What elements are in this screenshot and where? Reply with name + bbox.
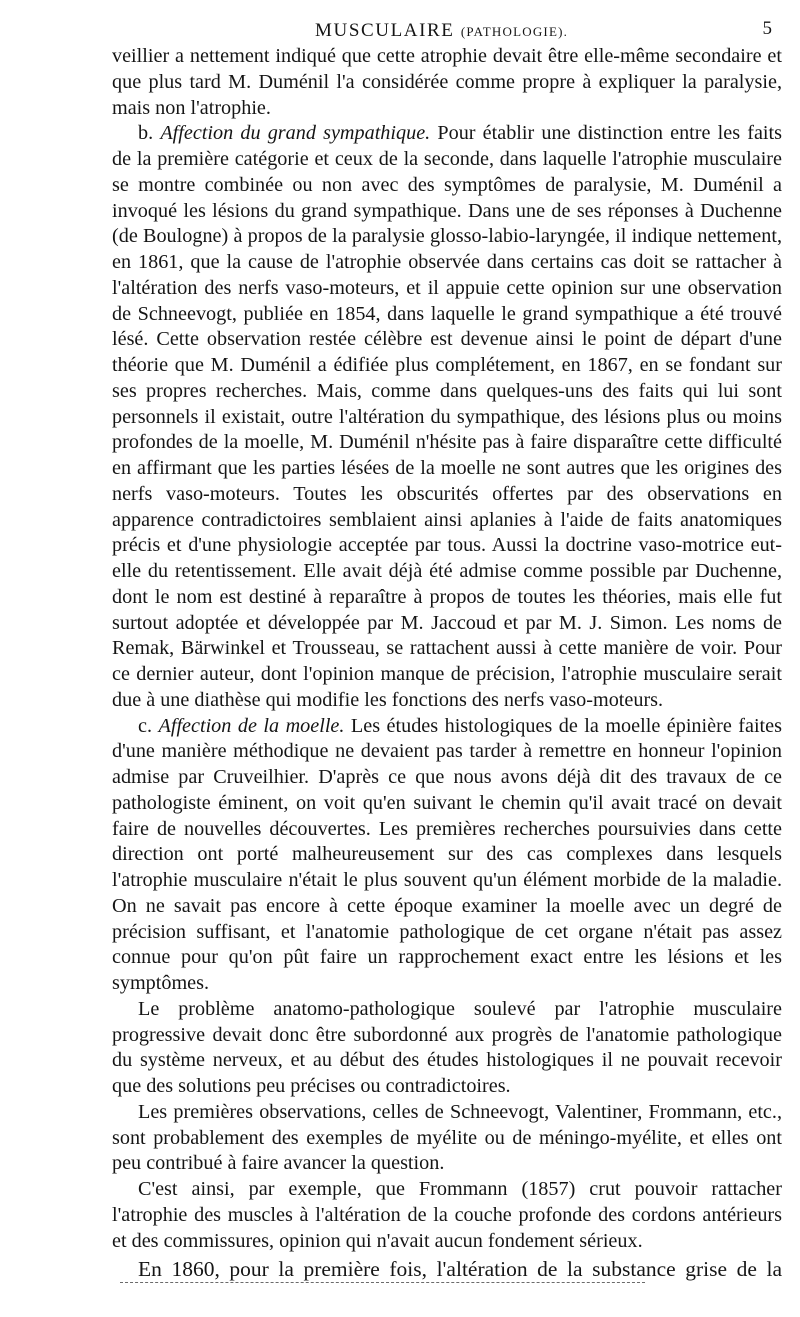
paragraph-text: Pour établir une distinction entre les faits de la première catégorie et ceux de la seconde, dans laquelle l'atrophie musculaire se montre combinée ou non avec des symptômes de paralysie, M. Duménil a invoqué les lésions du grand sympathique. Dans une de ses réponses à Duchenne (de Boulogne) à propos de la paralysie glosso-labio-laryngée, il indique nettement, en 1861, que la cause de l'atrophie observée dans certains cas doit se rattacher à l'altération des nerfs vaso-moteurs, et il appuie cette opinion sur une observation de Schneevogt, publiée en 1854, dans laquelle le grand sympathique a été trouvé lésé. Cette observation restée célèbre est devenue ainsi le point de départ d'une théorie que M. Duménil a édifiée plus complétement, en 1867, en se fondant sur ses propres recherches. Mais, comme dans quelques-uns des faits qui lui sont personnels il existait, outre l'altération du sympathique, des lésions plus ou moins profondes de la moelle, M. Duménil n'hésite pas à faire disparaître cette difficulté en affirmant que les parties lésées de la moelle ne sont autres que les origines des nerfs vaso-moteurs. Toutes les obscurités offertes par des observations en apparence contradictoires semblaient ainsi aplanies à l'aide de faits anatomiques précis et d'une physiologie acceptée par tous. Aussi la doctrine vaso-motrice eut-elle du retentissement. Elle avait déjà été admise comme possible par Duchenne, dont le nom est destiné à reparaître à propos de toutes les théories, mais elle fut surtout adoptée et développée par M. Jaccoud et par M. J. Simon. Les noms de Remak, Bärwinkel et Trousseau, se rattachent aussi à cette manière de voir. Pour ce dernier auteur, dont l'opinion manque de précision, l'atrophie musculaire serait due à une diathèse qui modifie les fonctions des nerfs vaso-moteurs. <box>112 122 782 711</box>
paragraph <box>112 1257 782 1283</box>
paragraph-text: Les études histologiques de la moelle épinière faites d'une manière méthodique ne devaient pas tarder à remettre en honneur l'opinion admise par Cruveilhier. D'après ce que nous avons déjà dit des travaux de ce pathologiste éminent, on voit qu'en suivant le chemin qu'il avait tracé on devait faire de nouvelles découvertes. Les premières recherches poursuivies dans cette direction ont porté malheureusement sur des cas complexes dans lesquels l'atrophie musculaire n'était le plus souvent qu'un élément morbide de la maladie. On ne savait pas encore à cette époque examiner la moelle avec un degré de précision suffisant, et l'anatomie pathologique de cet organe n'était pas assez connue pour qu'on pût faire un rapprochement exact entre les lésions et les symptômes. <box>112 714 782 994</box>
section-c-paragraph <box>112 714 782 997</box>
paragraph <box>112 1100 782 1177</box>
paragraph <box>112 1177 782 1254</box>
running-header <box>110 14 780 44</box>
body-text <box>112 44 782 1283</box>
section-heading: Affection du grand sympathique. <box>160 122 431 145</box>
paragraph-text: Les premières observations, celles de Schneevogt, Valentiner, Frommann, etc., sont probablement des exemples de myélite ou de méningo-myélite, et elles ont peu contribué à faire avancer la question. <box>112 1100 782 1175</box>
paragraph-text: Le problème anatomo-pathologique soulevé par l'atrophie musculaire progressive devait donc être subordonné aux progrès de l'anatomie pathologique du système nerveux, et au début des études histologiques il ne pouvait recevoir que des solutions peu précises ou contradictoires. <box>112 997 782 1097</box>
footer-rule <box>120 1282 645 1283</box>
section-b-paragraph <box>112 121 782 713</box>
paragraph-text: C'est ainsi, par exemple, que Frommann (1857) crut pouvoir rattacher l'atrophie des muscles à l'altération de la couche profonde des cordons antérieurs et des commissures, opinion qui n'avait aucun fondement sérieux. <box>112 1178 782 1252</box>
page-number: 5 <box>762 18 772 39</box>
paragraph-text: En 1860, pour la première fois, l'altération de la substance grise de la <box>138 1257 782 1282</box>
running-title-main: MUSCULAIRE <box>315 20 455 41</box>
running-title-subtitle: (PATHOLOGIE). <box>460 24 569 39</box>
paragraph <box>112 997 782 1100</box>
section-label: b. <box>138 122 154 145</box>
section-label: c. <box>138 714 153 737</box>
paragraph <box>112 44 782 121</box>
section-heading: Affection de la moelle. <box>158 714 345 737</box>
running-title <box>315 20 568 42</box>
paragraph-text: veillier a nettement indiqué que cette atrophie devait être elle-même secondaire et que plus tard M. Duménil l'a considérée comme propre à expliquer la paralysie, mais non l'atrophie. <box>112 45 782 119</box>
